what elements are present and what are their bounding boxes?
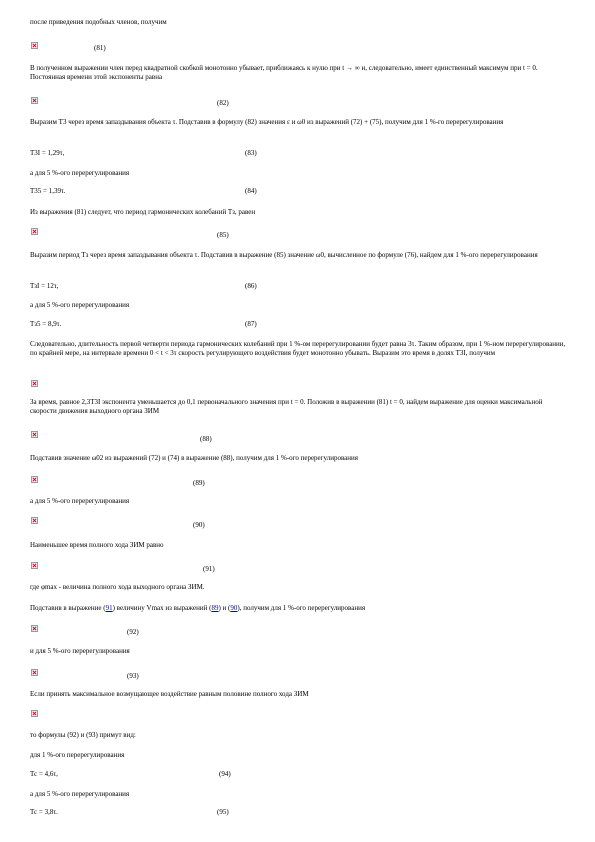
equation-number: (87) bbox=[245, 320, 257, 328]
broken-image-icon bbox=[31, 517, 38, 524]
broken-image-icon bbox=[31, 97, 38, 104]
text-line: Т35 = 1,39τ. bbox=[30, 187, 66, 195]
text-line: Выразим Т3 через время запаздывания объекта τ. Подставив в формулу (82) значения ε и ω0 из выражений (72) + (75), получим для 1 %-го перерегулирования bbox=[30, 118, 504, 126]
equation-number: (86) bbox=[245, 282, 257, 290]
broken-image-icon bbox=[31, 625, 38, 632]
equation-number: (92) bbox=[127, 628, 139, 636]
text-line: для 1 %-ого перерегулирования bbox=[30, 751, 125, 759]
reference-link-91[interactable]: 91 bbox=[105, 604, 113, 612]
text-line: Если принять максимальное возмущающее воздействие равным половине полного хода ЗИМ bbox=[30, 690, 309, 698]
text-line: Следовательно, длительность первой четверти периода гармонических колебаний при 1 %-ом перерегулировании будет равна 3τ. Таким образом, при 1 %-ном перерегулировании, по крайней мере, на интервале времени 0 < t < 3τ скорость регулирующего воздействия будет монотонно убывать. Выразим это время в долях Т3I, получим bbox=[30, 340, 566, 357]
equation-number: (89) bbox=[193, 479, 205, 487]
text-line: Т3I = 1,29τ, bbox=[30, 149, 65, 157]
broken-image-icon bbox=[31, 380, 38, 387]
text-line: а для 5 %-ого перерегулирования bbox=[30, 301, 130, 309]
text-line: За время, равное 2,3Т3I экспонента уменьшается до 0,1 первоначального значения при t = 0. Положив в выражении (81) t = 0, найдем выражение для оценки максимальной скорости движения выходного органа ЗИМ bbox=[30, 398, 543, 415]
equation-number: (95) bbox=[217, 808, 229, 816]
reference-link-90[interactable]: 90 bbox=[230, 604, 238, 612]
equation-number: (85) bbox=[217, 231, 229, 239]
broken-image-icon bbox=[31, 710, 38, 717]
text-line: Тз5 = 8,9τ. bbox=[30, 320, 62, 328]
text-line: то формулы (92) и (93) примут вид: bbox=[30, 731, 136, 739]
broken-image-icon bbox=[31, 431, 38, 438]
text-line: а для 5 %-ого перерегулирования bbox=[30, 790, 130, 798]
text-line: Тс = 3,8τ. bbox=[30, 808, 58, 816]
broken-image-icon bbox=[31, 228, 38, 235]
text-line: Выразим период Тз через время запаздывания объекта τ. Подставив в выражение (85) значение ω0, вычисленное по формуле (76), найдем для 1 %-ого перерегулирования bbox=[30, 251, 538, 259]
equation-number: (94) bbox=[219, 770, 231, 778]
text-line: Подставив в выражение (91) величину Vmax из выражений (89) и (90), получим для 1 %-ого перерегулирования bbox=[30, 604, 366, 612]
text-line: В полученном выражении член перед квадратной скобкой монотонно убывает, приближаясь к нулю при t → ∞ и, следовательно, имеет единственный максимум при t = 0. Постоянная времени этой экспоненты равна bbox=[30, 64, 538, 81]
equation-number: (88) bbox=[200, 435, 212, 443]
text-line: Подставив значение ω02 из выражений (72) и (74) в выражение (88), получим для 1 %-ого перерегулирования bbox=[30, 454, 358, 462]
equation-number: (90) bbox=[193, 521, 205, 529]
text-line: где φmax - величина полного хода выходного органа ЗИМ. bbox=[30, 583, 205, 591]
reference-link-89[interactable]: 89 bbox=[211, 604, 219, 612]
text-line: Из выражения (81) следует, что период гармонических колебаний Тз, равен bbox=[30, 208, 256, 216]
equation-number: (82) bbox=[217, 99, 229, 107]
equation-number: (93) bbox=[127, 672, 139, 680]
text-line: а для 5 %-ого перерегулирования bbox=[30, 169, 130, 177]
text-line: а для 5 %-ого перерегулирования bbox=[30, 497, 130, 505]
equation-number: (81) bbox=[94, 44, 106, 52]
text-line: Наименьшее время полного хода ЗИМ равно bbox=[30, 541, 164, 549]
equation-number: (83) bbox=[245, 149, 257, 157]
text-line: Тс = 4,6τ, bbox=[30, 770, 58, 778]
broken-image-icon bbox=[31, 476, 38, 483]
broken-image-icon bbox=[31, 562, 38, 569]
text-line: после приведения подобных членов, получим bbox=[30, 18, 167, 26]
text-line: и для 5 %-ого перерегулирования bbox=[30, 647, 130, 655]
equation-number: (84) bbox=[245, 187, 257, 195]
equation-number: (91) bbox=[203, 565, 215, 573]
broken-image-icon bbox=[31, 669, 38, 676]
broken-image-icon bbox=[31, 42, 38, 49]
text-line: ТзI = 12τ, bbox=[30, 282, 59, 290]
